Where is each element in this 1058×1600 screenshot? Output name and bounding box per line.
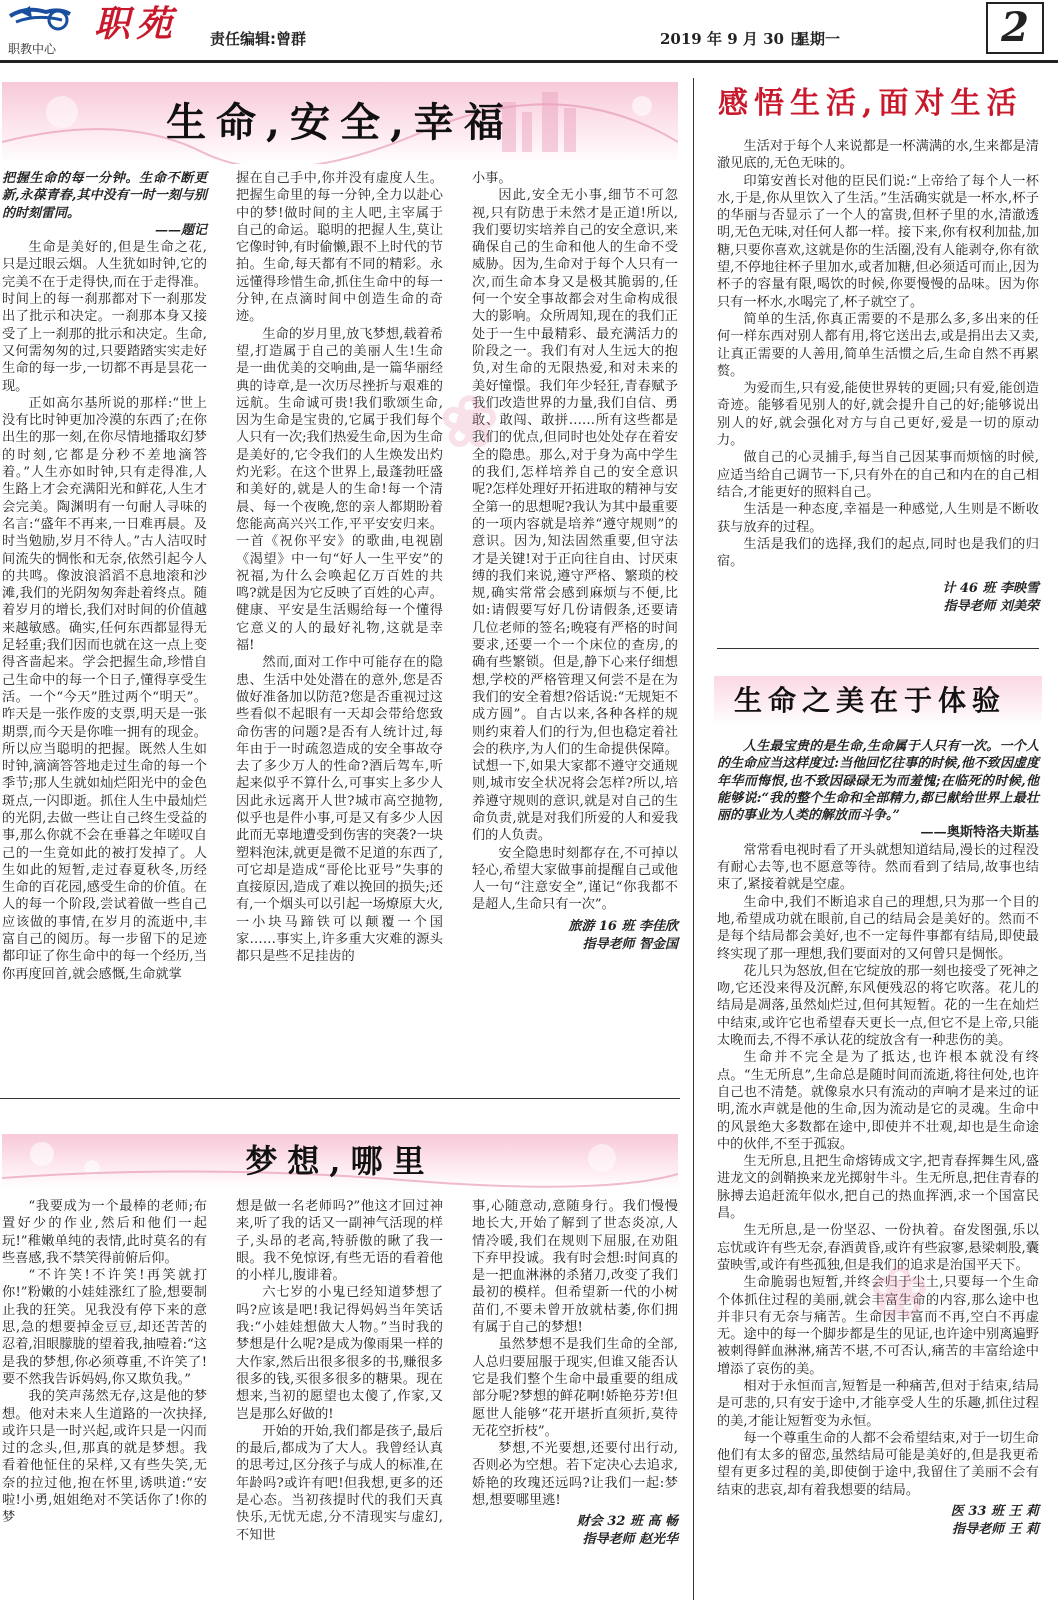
- article3-advisor: 指导老师 刘美荣: [943, 599, 1039, 615]
- logo-text: 职教中心: [8, 42, 57, 56]
- article1-preface: 把握生命的每一分钟。生命不断更新,永葆青春,其中没有一时一刻与别的时刻雷同。: [2, 171, 207, 221]
- article2-column-1: [2, 1198, 207, 1527]
- paragraph: 常常看电视时看了开头就想知道结局,漫长的过程没有耐心去等,也不愿意等待。然而看到了结局,故事也结束了,紧接着就是空虚。: [717, 842, 1039, 893]
- paragraph: “我要成为一个最棒的老师;布置好少的作业,然后和他们一起玩!”稚嫩单纯的表情,此时莫名的有些喜感,我不禁笑得前俯后仰。: [2, 1199, 207, 1266]
- paragraph: 生命的岁月里,放飞梦想,载着希望,打造属于自己的美丽人生!生命是一曲优美的交响曲,是一篇华丽经典的诗章,是一次历尽挫折与艰难的远航。生命诚可贵!我们歌颂生命,因为生命是宝贵的,它属于我们每个人只有一次;我们热爱生命,因为生命是美好的,它令我们的人生焕发出灼灼光彩。在这个世界上,最蓬勃旺盛和美好的,就是人的生命!每一个清晨、每一个夜晚,您的亲人都期盼着您能高高兴兴工作,平平安安归来。一首《祝你平安》的歌曲,电视剧《渴望》中一句“好人一生平安”的祝福,为什么会唤起亿万百姓的共鸣?就是因为它反映了百姓的心声。健康、平安是生活赐给每一个懂得它意义的人的最好礼物,这就是幸福!: [236, 326, 443, 654]
- article2-column-2: [236, 1198, 443, 1544]
- article3-author: 计 46 班 李映雪: [942, 581, 1039, 597]
- paragraph: 生无所息,且把生命熔铸成文字,把青春挥舞生风,盛进龙文的剑鞘换来龙光掷射牛斗。生无所息,把住青春的脉搏去追赶流年似水,把自己的热血挥洒,求一个国富民昌。: [717, 1154, 1039, 1222]
- article4-title: 生命之美在于体验: [734, 684, 1007, 717]
- article4-preface-tag: ——奥斯特洛夫斯基: [920, 825, 1039, 841]
- paragraph: “不许笑!不许笑!再笑就打你!”粉嫩的小娃娃涨红了脸,想要制止我的狂笑。见我没有停下来的意思,急的想要掉金豆豆,却还苦苦的忍着,泪眼朦胧的望着我,抽噎着:“这是我的梦想,你必须尊重,不许笑了!要不然我告诉妈妈,你又欺负我。”: [2, 1268, 207, 1387]
- article1-column-1: [2, 170, 207, 983]
- article2-advisor: 指导老师 赵光华: [582, 1532, 678, 1548]
- paragraph: 做自己的心灵捕手,每当自己因某事而烦恼的时候,应适当给自己调节一下,只有外在的自己和内在的自己相结合,才能更好的照料自己。: [717, 450, 1039, 500]
- header-rule: [0, 60, 1058, 63]
- paragraph: 安全隐患时刻都存在,不可掉以轻心,希望大家做事前提醒自己或他人一句“注意安全”,谨记“你我都不是超人,生命只有一次”。: [472, 845, 678, 913]
- paragraph: 正如高尔基所说的那样:“世上没有比时钟更加冷漠的东西了;在你出生的那一刻,在你尽情地播取幻梦的时刻,它都是分秒不差地滴答着。”人生亦如时钟,只有走得准,人生路上才会充满阳光和鲜花,人生才会完美。陶渊明有一句耐人寻味的名言:“盛年不再来,一日难再晨。及时当勉励,岁月不待人。”古人洁叹时间流失的惆怅和无奈,依然引起今人的共鸣。像波浪滔滔不息地滚和沙滩,我们的光阴匆匆奔赴着终点。随着岁月的增长,我们对时间的价值越来越敏感。确实,任何东西都显得无足轻重;我们因而也就在这一点上变得吝啬起来。学会把握生命,珍惜自己生命中的每一个日子,懂得享受生活。一个“今天”胜过两个“明天”。昨天是一张作废的支票,明天是一张期票,而今天是你唯一拥有的现金。所以应当聪明的把握。既然人生如时钟,滴滴答答地走过生命的每一个季节;那人生就如灿烂阳光中的金色斑点,一闪即逝。抓住人生中最灿烂的光阴,去做一些让自己终生受益的事,那么你就不会在垂暮之年嗟叹自己的一生竟如此的被打发掉了。人生如此的短暂,走过春夏秋冬,历经生命的百花园,感受生命的价值。在人的每一个阶段,尝试着做一些自己应该做的事情,在岁月的流逝中,丰富自己的阅历。每一步留下的足迹都印证了你生命中的每一个经历,当你再度回首,就会感慨,生命就掌: [2, 395, 207, 982]
- paragraph: 六七岁的小鬼已经知道梦想了吗?应该是吧!我记得妈妈当年笑话我:“小娃娃想做大人物。”当时我的梦想是什么呢?是成为像雨果一样的大作家,然后出很多很多的书,赚很多很多的钱,买很多很多的糖果。现在想来,当初的愿望也太傻了,作家,又岂是那么好做的!: [236, 1285, 443, 1422]
- article1-column-3: [472, 170, 678, 954]
- section-divider: [717, 648, 1039, 649]
- paragraph: 因此,安全无小事,细节不可忽视,只有防患于未然才是正道!所以,我们要切实培养自己的安全意识,来确保自己的生命和他人的生命不受威胁。因为,生命对于每个人只有一次,而生命本身又是极其脆弱的,任何一个安全事故都会对生命构成很大的影响。众所周知,现在的我们正处于一生中最精彩、最充满活力的阶段之一。我们有对人生远大的抱负,对生命的无限热爱,和对未来的美好憧憬。我们年少轻狂,青春赋予我们改造世界的力量,我们自信、勇敢、敢闯、敢拼……所有这些都是我们的优点,但同时也处处存在着安全的隐患。那么,对于身为高中学生的我们,怎样培养自己的安全意识呢?怎样处理好开拓进取的精神与安全第一的思想呢?我认为其中最重要的一项内容就是培养“遵守规则”的意识。因为,知法固然重要,但守法才是关键!对于正向往自由、讨厌束缚的我们来说,遵守严格、繁琐的校规,确实常常会感到麻烦与不便,比如:请假要写好几份请假条,还要请几位老师的签名;晚寝有严格的时间要求,还要一个一个床位的查房,的确有些繁锁。但是,静下心来仔细想想,学校的严格管理又何尝不是在为我们的安全着想?俗话说:“无规矩不成方圆”。自古以来,各种各样的规则约束着人们的行为,但也稳定着社会的秩序,为人们的生命提供保障。试想一下,如果大家都不遵守交通规则,城市安全状况将会怎样?所以,培养遵守规则的意识,就是对自己的生命负责,就是对我们所爱的人和爱我们的人负责。: [472, 188, 678, 844]
- article4-banner: [714, 676, 1042, 726]
- article2-column-3: [472, 1198, 678, 1549]
- article1-banner: [2, 82, 678, 164]
- paragraph: 生命脆弱也短暂,并终会归于尘土,只要每一个生命个体抓住过程的美丽,就会丰富生命的内容,那么途中也并非只有无奈与痛苦。生命因丰富而不再,空白不再虚无。途中的每一个脚步都是生的见证,也许途中别离遍野被刺得鲜血淋淋,痛苦不堪,不可否认,痛苦的丰富给途中增添了哀伤的美。: [717, 1275, 1039, 1377]
- article3-body: [717, 138, 1039, 616]
- paragraph: 生活对于每个人来说都是一杯满满的水,生来都是清澈见底的,无色无味的。: [717, 139, 1039, 172]
- paragraph: 相对于永恒而言,短暂是一种痛苦,但对于结束,结局是可悲的,只有安于途中,才能享受人生的乐趣,抓住过程的美,才能让短暂变为永恒。: [717, 1378, 1039, 1429]
- article1-advisor: 指导老师 智金国: [582, 936, 678, 952]
- editor-credit: 责任编辑:曾群: [210, 30, 306, 48]
- paragraph: 小事。: [472, 171, 512, 186]
- paragraph: 花儿只为怒放,但在它绽放的那一刻也接受了死神之吻,它还没来得及沉醉,东风便残忍的将它吹落。花儿的结局是凋落,虽然灿烂过,但何其短暂。花的一生在灿烂中结束,或许它也希望春天更长一点,但它不是上帝,只能太晚而去,不得不承认花的绽放含有一种悲伤的美。: [717, 963, 1039, 1049]
- article4-author: 医 33 班 王 莉: [950, 1504, 1039, 1520]
- paragraph: 生无所息,是一份坚忍、一份执着。奋发图强,乐以忘忧或许有些无奈,春酒黄昏,或许有些寂寥,悬梁刺股,囊萤映雪,或许有些孤独,但是我们的追求是治国平天下。: [717, 1223, 1039, 1273]
- paragraph: 握在自己手中,你并没有虚度人生。把握生命里的每一分钟,全力以赴心中的梦!做时间的主人吧,主宰属于自己的命运。聪明的把握人生,莫让它像时钟,有时偷懒,跟不上时代的节拍。生命,每天都有不同的精彩。永远懂得珍惜生命,抓住生命中的每一分钟,在点滴时间中创造生命的奇迹。: [236, 171, 443, 325]
- article1-author: 旅游 16 班 李佳欣: [568, 918, 678, 934]
- section-name: 职苑: [94, 3, 179, 45]
- article1-title: 生命,安全,幸福: [166, 99, 514, 146]
- paragraph: 事,心随意动,意随身行。我们慢慢地长大,开始了解到了世态炎凉,人情冷暖,我们在规则下屈服,在劝阻下弃甲投诚。我有时会想:时间真的是一把血淋淋的杀猪刀,改变了我们最初的模样。但希望新一代的小树苗们,不要未曾开放就枯萎,你们拥有属于自己的梦想!: [472, 1199, 678, 1336]
- paragraph: 每一个尊重生命的人都不会希望结束,对于一切生命他们有太多的留恋,虽然结局可能是美好的,但是我更希望有更多过程的美,即使倒于途中,我留住了美丽不会有结束的悲哀,却有着我想要的结局。: [717, 1430, 1039, 1498]
- paragraph: 印第安酋长对他的臣民们说:“上帝给了每个人一杯水,于是,你从里饮入了生活。”生活确实就是一杯水,杯子的华丽与否显示了一个人的富贵,但杯子里的水,清澈透明,无色无味,对任何人都一样。接下来,你有权利加盐,加糖,只要你喜欢,这就是你的生活圈,没有人能剥夺,你有欲望,不停地往杯子里加水,或者加糖,但必须适可而止,因为杯子的容量有限,喝饮的时候,你要慢慢的品味。因为你只有一杯水,水喝完了,杯子就空了。: [717, 173, 1039, 310]
- section-divider: [0, 1098, 680, 1099]
- article1-column-2: [236, 170, 443, 966]
- paragraph: 虽然梦想不是我们生命的全部,人总归要屈服于现实,但谁又能否认它是我们整个生命中最重要的组成部分呢?梦想的鲜花啊!娇艳芬芳!但愿世人能够“花开堪折直须折,莫待无花空折枝”。: [472, 1337, 678, 1439]
- article2-author: 财会 32 班 高 畅: [576, 1514, 678, 1530]
- page-number: 2: [986, 2, 1044, 54]
- rose-watermark-icon: ❀: [440, 380, 499, 463]
- paragraph: 生活是我们的选择,我们的起点,同时也是我们的归宿。: [717, 536, 1039, 570]
- article4-body: [717, 738, 1039, 1539]
- column-divider: [693, 78, 694, 1600]
- issue-date: 2019 年 9 月 30 日: [660, 30, 805, 48]
- paragraph: 简单的生活,你真正需要的不是那么多,多出来的任何一样东西对别人都有用,将它送出去,或是捐出去又卖,让真正需要的人善用,简单生活惯之后,生命自然不再累赘。: [717, 311, 1039, 379]
- paragraph: 想是做一名老师吗?”他这才回过神来,听了我的话又一副神气活现的样子,头昂的老高,特骄傲的瞅了我一眼。我不免惊讶,有些无语的看着他的小样儿,腹诽着。: [236, 1199, 443, 1284]
- paragraph: 开始的开始,我们都是孩子,最后的最后,都成为了大人。我曾经认真的思考过,区分孩子与成人的标准,在年龄吗?或许有吧!但我想,更多的还是心态。当初孩提时代的我们天真快乐,无忧无虑,分不清现实与虚幻,不知世: [236, 1423, 443, 1543]
- paragraph: 生活是一种态度,幸福是一种感觉,人生则是不断收获与放弃的过程。: [717, 502, 1039, 535]
- article1-preface-tag: ——题记: [154, 222, 207, 238]
- paragraph: 然而,面对工作中可能存在的隐患、生活中处处潜在的意外,您是否做好准备加以防范?您是否重视过这些看似不起眼有一天却会带给您致命伤害的问题?是否有人统计过,每年由于一时疏忽造成的安全事故夺去了多少万人的性命?酒后驾车,听起来似乎不算什么,可事实上多少人因此永远离开人世?城市高空抛物,似乎也是件小事,可是又有多少人因此而无辜地遭受到伤害的突袭?一块塑料泡沫,就更是微不足道的东西了,可它却是造成“哥伦比亚号”失事的直接原因,造成了难以挽回的损失;还有,一个烟头可以引起一场燎原大火,一小块马蹄铁可以颠覆一个国家……事实上,许多重大灾难的源头都只是些不足挂齿的: [236, 655, 443, 965]
- article4-advisor: 指导老师 王 莉: [951, 1522, 1039, 1538]
- paragraph: 生命中,我们不断追求自己的理想,只为那一个目的地,希望成功就在眼前,自己的结局会是美好的。然而不是每个结局都会美好,也不一定每件事都有结局,即使最终实现了那一理想,我们要面对的又何曾只是惆怅。: [717, 894, 1039, 962]
- article2-banner: [2, 1134, 678, 1188]
- article4-preface: 人生最宝贵的是生命,生命属于人只有一次。一个人的生命应当这样度过:当他回忆往事的时候,他不致因虚度年华而悔恨,也不致因碌碌无为而羞愧;在临死的时候,他能够说:“我的整个生命和全部精力,都已献给世界上最壮丽的事业为人类的解放而斗争。”: [717, 739, 1039, 824]
- page-header: [0, 0, 1058, 60]
- article2-title: 梦想,哪里: [245, 1142, 435, 1180]
- article3-title: 感悟生活,面对生活: [718, 86, 1023, 121]
- paragraph: 生命是美好的,但是生命之花,只是过眼云烟。人生犹如时钟,它的完美不在于走得快,而在于走得准。时间上的每一刹那都对下一刹那发出了批示和决定。一刹那本身又接受了上一刹那的批示和决定。生命,又何需匆匆的过,只要踏踏实实走好生命的每一步,一切都不再是昙花一现。: [2, 240, 207, 394]
- paragraph: 为爱而生,只有爱,能使世界转的更圆;只有爱,能创造奇迹。能够看见别人的好,就会提升自己的好;能够说出别人的好,就会强化对方与自己更好,爱是一切的原动力。: [717, 381, 1039, 449]
- rose-watermark-icon: ❀: [870, 1250, 929, 1333]
- paragraph: 梦想,不光要想,还要付出行动,否则必为空想。若下定决心去追求,娇艳的玫瑰还远吗?让我们一起:梦想,想要哪里逃!: [472, 1441, 678, 1509]
- paragraph: 我的笑声荡然无存,这是他的梦想。他对未来人生道路的一次抉择,或许只是一时兴起,或许只是一闪而过的念头,但,那真的就是梦想。我看着他怔住的呆样,又有些失笑,无奈的拉过他,抱在怀里,诱哄道:“安啦!小勇,姐姐绝对不笑话你了!你的梦: [2, 1389, 207, 1526]
- issue-weekday: 星期一: [795, 30, 841, 48]
- paragraph: 生命并不完全是为了抵达,也许根本就没有终点。“生无所息”,生命总是随时间而流逝,将往何处,也许自己也不清楚。就像泉水只有流动的声响才是来过的证明,流水声就是他的生命,因为流动是它的灵魂。生命中的风景绝大多数都在途中,即使并不壮观,却也是生命途中的伙伴,不至于孤寂。: [717, 1050, 1039, 1152]
